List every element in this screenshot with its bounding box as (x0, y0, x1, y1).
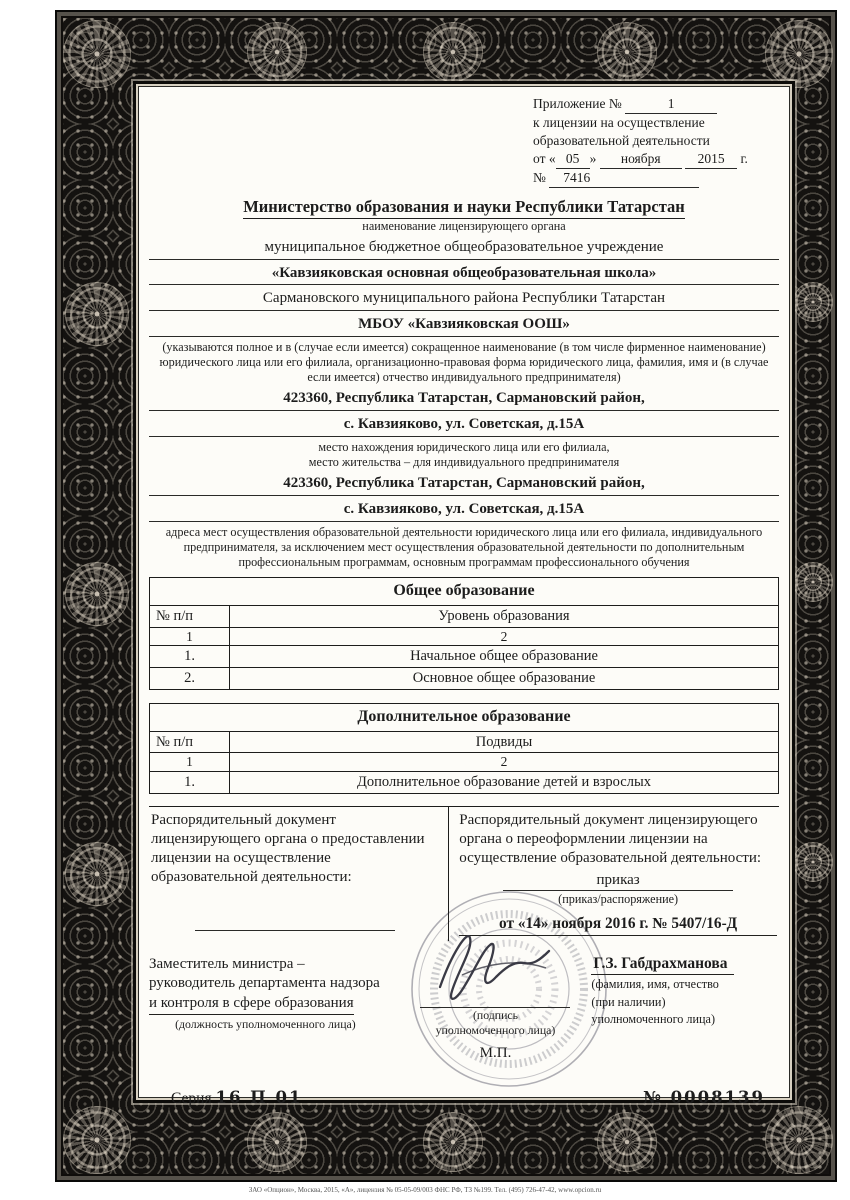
signature-caption-line2: уполномоченного лица) (435, 1022, 556, 1037)
organization-block (149, 238, 779, 385)
grant-order-text: Распорядительный документ лицензирующего органа о предоставлении лицензии на осуществление образовательной деятельности: (151, 811, 425, 885)
date-prefix: от « (533, 150, 556, 166)
signer-position-column (149, 955, 414, 1062)
additional-education-table (149, 703, 779, 794)
organization-line2: «Кавзияковская основная общеобразовательная школа» (149, 264, 779, 286)
rosette-ornament (793, 282, 833, 322)
row-number: 1. (150, 771, 230, 793)
activity-address-caption: адреса мест осуществления образовательной деятельности юридического лица или его филиала, индивидуального предпринимателя, за исключением мест осуществления образовательной деятельности по дополнительным профессиональным программам, основным программам профессионального обучения (165, 524, 763, 569)
rosette-ornament (65, 282, 129, 346)
license-sheet (138, 86, 790, 1108)
license-number-label: № (533, 169, 546, 185)
rosette-ornament (597, 22, 657, 82)
series-value: 16 П 01 (215, 1088, 303, 1108)
additional-education-index-c2: 2 (230, 753, 779, 772)
activity-address-line1: 423360, Республика Татарстан, Сармановский район, (149, 474, 779, 496)
activity-address-line2: с. Кавзияково, ул. Советская, д.15А (149, 500, 779, 522)
additional-education-col-sub: Подвиды (230, 731, 779, 753)
row-number: 2. (150, 667, 230, 689)
appendix-number: 1 (625, 95, 717, 114)
appendix-line (533, 95, 777, 114)
activity-address-block (149, 474, 779, 570)
row-number: 1. (150, 646, 230, 668)
table-row (150, 771, 779, 793)
rosette-ornament (793, 842, 833, 882)
organization-line1: муниципальное бюджетное общеобразовательное учреждение (149, 238, 779, 260)
seal-mark: М.П. (479, 1045, 512, 1062)
licensor-title: Министерство образования и науки Республики Татарстан (243, 197, 685, 219)
license-date-day: 05 (556, 150, 590, 169)
row-level: Основное общее образование (230, 667, 779, 689)
general-education-index-c2: 2 (230, 627, 779, 646)
reissue-order-kind: приказ (503, 872, 733, 891)
grant-order-column (149, 807, 448, 941)
signer-name-caption-line1: (фамилия, имя, отчество (591, 976, 719, 991)
signer-position-line2: руководитель департамента надзора (149, 975, 380, 992)
additional-education-index-c1: 1 (150, 753, 230, 772)
table-row (150, 667, 779, 689)
organization-caption: (указываются полное и в (случае если имеется) сокращенное наименование (в том числе фирменное наименование) юридического лица или его филиала, организационно-правовая форма юридического лица, фамилия, имя и (в случае если имеется) отчество индивидуального предпринимателя) (159, 339, 769, 385)
signature-column (414, 955, 578, 1062)
general-education-index-c1: 1 (150, 627, 230, 646)
signer-name: Г.З. Габдрахманова (591, 955, 733, 975)
handwritten-signature (420, 921, 570, 1007)
series-label: Серия (171, 1090, 212, 1108)
rosette-ornament (65, 562, 129, 626)
row-level: Начальное общее образование (230, 646, 779, 668)
rosette-ornament (247, 1112, 307, 1172)
rosette-ornament (765, 20, 833, 88)
organization-line4: МБОУ «Кавзияковская ООШ» (149, 315, 779, 337)
signer-name-caption-line3: уполномоченного лица) (591, 1012, 716, 1027)
date-close-quote: » (589, 150, 597, 166)
signer-position-line1: Заместитель министра – (149, 955, 305, 972)
licensor-caption: наименование лицензирующего органа (362, 218, 566, 233)
general-education-title: Общее образование (150, 577, 779, 605)
appendix-label: Приложение № (533, 96, 622, 111)
signer-name-caption-line2: (при наличии) (591, 994, 666, 1009)
rosette-ornament (247, 22, 307, 82)
additional-education-col-num: № п/п (150, 731, 230, 753)
signer-name-column (577, 955, 779, 1062)
rosette-ornament (63, 20, 131, 88)
signer-position-caption: (должность уполномоченного лица) (175, 1017, 356, 1032)
license-number-line (533, 169, 777, 188)
signature-caption-line1: (подпись (472, 1007, 519, 1022)
additional-education-title: Дополнительное образование (150, 703, 779, 731)
reissue-order-details: от «14» ноября 2016 г. № 5407/16-Д (459, 915, 777, 936)
table-row (150, 646, 779, 668)
rosette-ornament (793, 562, 833, 602)
series-block (171, 1088, 302, 1108)
rosette-ornament (65, 842, 129, 906)
document-content (139, 87, 789, 1108)
rosette-ornament (423, 1112, 483, 1172)
general-education-col-level: Уровень образования (230, 605, 779, 627)
appendix-line2: к лицензии на осуществление (533, 114, 705, 130)
signing-section (149, 955, 779, 1062)
grant-order-blank-line (195, 917, 395, 931)
legal-address-line2: с. Кавзияково, ул. Советская, д.15А (149, 415, 779, 437)
licensor-block (149, 197, 779, 234)
rosette-ornament (423, 22, 483, 82)
appendix-header (533, 95, 777, 188)
printer-imprint: ЗАО «Опцион», Москва, 2015, «А», лицензия № 05-05-09/003 ФНС РФ, ТЗ №199. Тел. (495) 726-47-42, www.opcion.ru (248, 1186, 602, 1194)
general-education-col-num: № п/п (150, 605, 230, 627)
general-education-table (149, 577, 779, 690)
legal-address-caption1: место нахождения юридического лица или его филиала, (318, 439, 610, 454)
organization-line3: Сармановского муниципального района Республики Татарстан (149, 289, 779, 311)
rosette-ornament (63, 1106, 131, 1174)
date-year-suffix: г. (740, 150, 748, 166)
license-date-year: 2015 (685, 150, 737, 169)
reissue-order-kind-caption: (приказ/распоряжение) (558, 891, 679, 906)
appendix-line3: образовательной деятельности (533, 132, 710, 148)
rosette-ornament (597, 1112, 657, 1172)
legal-address-block (149, 389, 779, 470)
license-date-line (533, 150, 777, 169)
reissue-order-text: Распорядительный документ лицензирующего органа о переоформлении лицензии на осуществление образовательной деятельности: (459, 811, 762, 866)
blank-number: № 0008139 (642, 1088, 765, 1108)
legal-address-caption2: место жительства – для индивидуального предпринимателя (308, 454, 620, 469)
license-number-value: 7416 (549, 169, 699, 188)
series-number-row (149, 1088, 779, 1108)
rosette-ornament (765, 1106, 833, 1174)
row-subtype: Дополнительное образование детей и взрослых (230, 771, 779, 793)
signer-position-line3: и контроля в сфере образования (149, 994, 354, 1016)
legal-address-line1: 423360, Республика Татарстан, Сармановский район, (149, 389, 779, 411)
license-date-month: ноября (600, 150, 682, 169)
